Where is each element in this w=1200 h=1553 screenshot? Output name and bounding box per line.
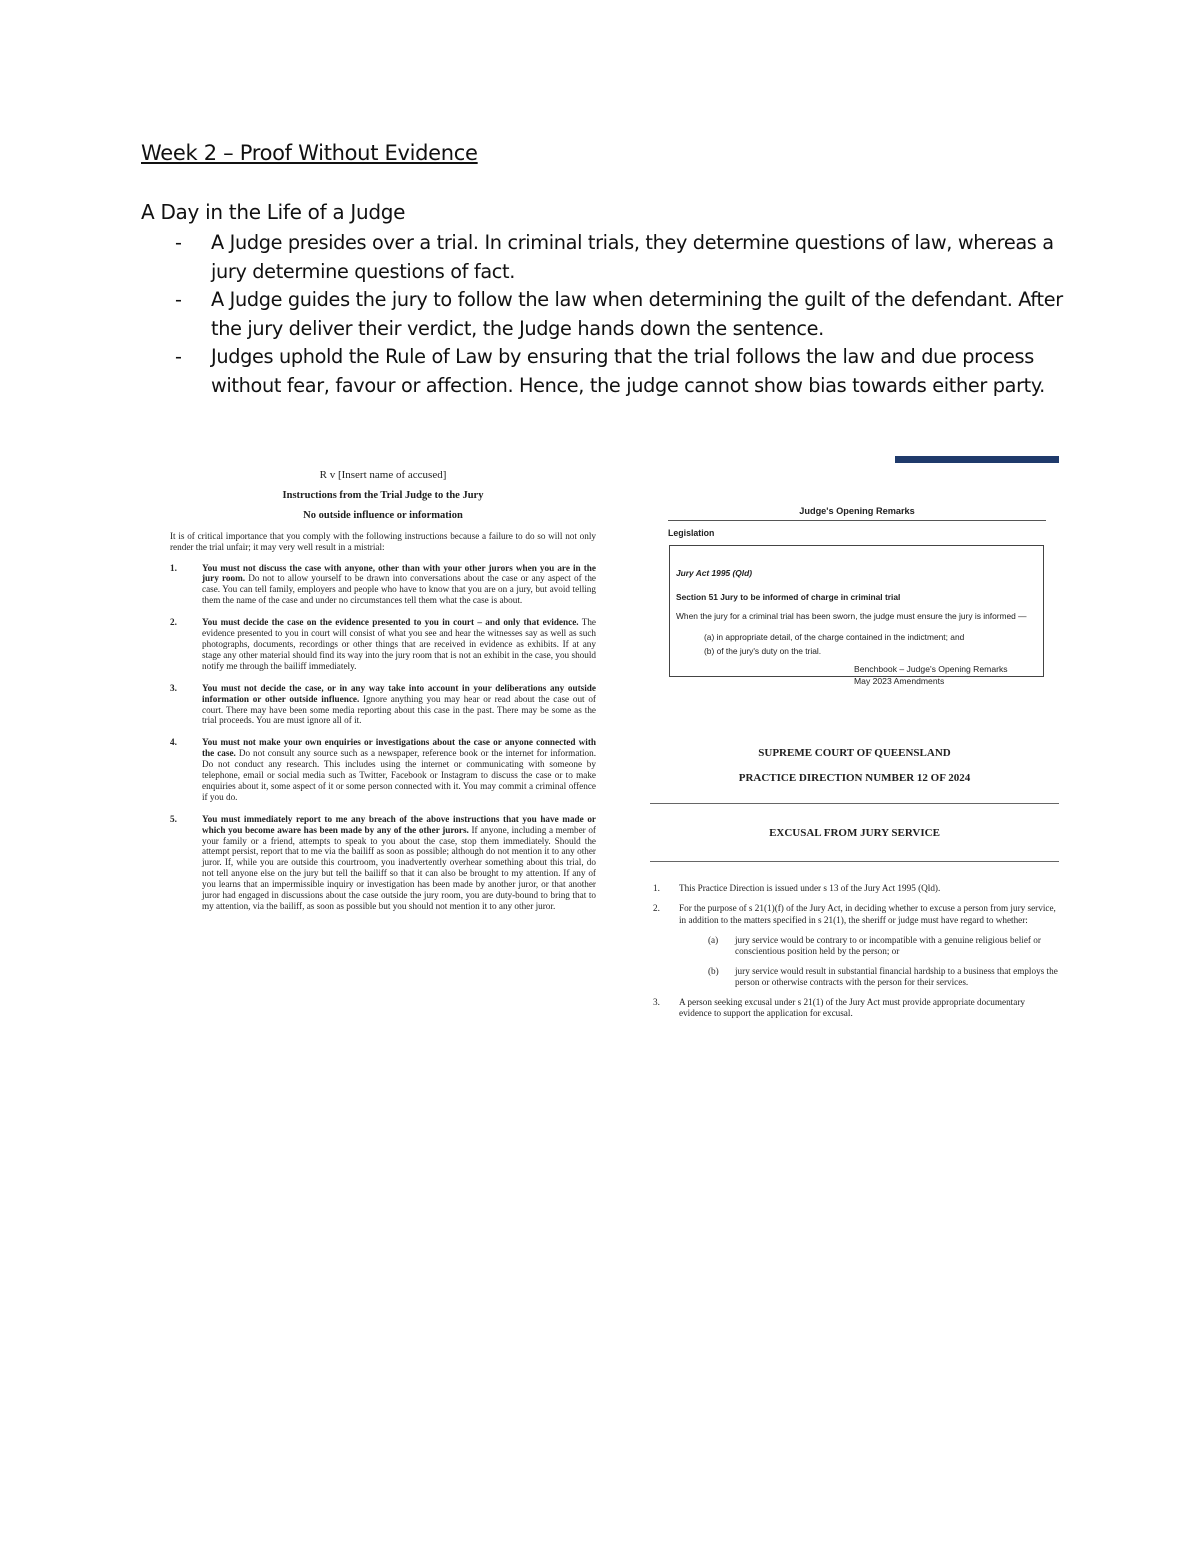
item-text: If anyone, including a member of your family or a friend, attempts to speak to you about the case, stop them immediately. Should the attempt persist, report that to me via the bailiff as soon as possible; although do not mention it to any other juror. If, while you are outside this courtroom, you inadvertently overhear something about this trial, do not tell anyone else on the jury but tell the bailiff so that it can also be brought to my attention. If any of you learns that an impermissible inquiry or investigation has been made by another juror, or that another juror had engaged in discussions about the case outside the jury room, you are duty-bound to bring that to my attention, via the bailiff, as soon as possible but you should not mention it to any other juror. [202, 824, 596, 911]
act-title: Jury Act 1995 (Qld) [676, 568, 753, 578]
section-title: Section 51 Jury to be informed of charge in criminal trial [676, 592, 901, 602]
sub-text: jury service would be contrary to or incompatible with a genuine religious belief or conscientious position held by the person; or [735, 934, 1041, 956]
benchbook-line: Benchbook – Judge's Opening Remarks [854, 664, 1008, 674]
item-number: 2. [170, 617, 177, 628]
item-number: 3. [170, 682, 177, 693]
practice-direction-subject: EXCUSAL FROM JURY SERVICE [769, 827, 940, 839]
item-text: A person seeking excusal under s 21(1) of the Jury Act must provide appropriate documentary evidence to support the application for excusal. [679, 996, 1025, 1019]
section-sub-b: (b) of the jury's duty on the trial. [704, 645, 822, 656]
instruction-item [170, 814, 596, 912]
practice-direction-number: PRACTICE DIRECTION NUMBER 12 OF 2024 [738, 772, 971, 784]
bullet-text: A Judge guides the jury to follow the law when determining the guilt of the defendant. After the jury deliver their verdict, the Judge hands down the sentence. [211, 288, 1063, 340]
divider [650, 803, 1059, 804]
instructions-subheading: No outside influence or information [303, 509, 463, 521]
section-paragraph: When the jury for a criminal trial has been sworn, the judge must ensure the jury is informed — [676, 611, 1027, 621]
item-bold: You must decide the case on the evidence presented to you in court – and only that evidence. [202, 617, 579, 628]
item-text: Do not to allow yourself to be drawn into conversations about the case or any aspect of the case. You can tell family, employers and people who have to know that you are on a jury, but avoid telling them the name of the case and under no circumstances tell them what the case is about. [202, 573, 597, 606]
item-bold: You must not make your own enquiries or investigations about the case or anyone connected with the case. [202, 737, 596, 759]
accent-bar [895, 456, 1059, 463]
page-title: Week 2 – Proof Without Evidence [141, 141, 478, 165]
benchbook-date: May 2023 Amendments [854, 676, 945, 686]
instructions-heading: Instructions from the Trial Judge to the Jury [282, 489, 484, 501]
pd-item [650, 997, 1059, 1020]
pd-item [650, 883, 1059, 894]
item-text: The evidence presented to you in court will consist of what you see and hear the witnesses say as well as such photographs, documents, recordings or other things that are received in evidence as exhibits. If at any stage any other material should find its way into the jury room that is not an exhibit in the case, you should notify me through the bailiff immediately. [202, 617, 596, 671]
opening-remarks-title: Judge's Opening Remarks [799, 506, 915, 516]
pd-sub-item [679, 966, 1059, 988]
divider [650, 861, 1059, 862]
practice-direction-items [650, 883, 1059, 1019]
section-heading: A Day in the Life of a Judge [141, 200, 406, 224]
benchbook-note [854, 663, 1008, 687]
list-item [141, 229, 1071, 286]
bullet-marker: - [175, 231, 182, 254]
item-text: Ignore anything you may hear or read about the case out of court. There may have been some media reporting about this case in the past. There may be some as the trial proceeds. You are must ignore all of it. [202, 693, 596, 726]
item-bold: You must immediately report to me any breach of the above instructions that you have made or which you become aware has been made by any of the other jurors. [202, 813, 596, 835]
sub-label: (b) [708, 965, 719, 976]
item-number: 4. [170, 737, 177, 748]
item-bold: You must not discuss the case with anyone, other than with your other jurors when you are in the jury room. [202, 562, 596, 584]
instructions-intro: It is of critical importance that you comply with the following instructions because a failure to do so will not only render the trial unfair; it may very well result in a mistrial: [170, 530, 596, 552]
bullet-marker: - [175, 288, 182, 311]
item-number: 3. [653, 996, 660, 1007]
item-text: This Practice Direction is issued under s 13 of the Jury Act 1995 (Qld). [679, 883, 941, 893]
case-line: R v [Insert name of accused] [319, 469, 447, 481]
instruction-item [170, 737, 596, 802]
legislation-box [669, 545, 1044, 686]
item-number: 1. [653, 883, 660, 893]
item-text: For the purpose of s 21(1)(f) of the Jury Act, in deciding whether to excuse a person from jury service, in addition to the matters specified in s 21(1), the sheriff or judge must have regard to whether: [679, 903, 1056, 925]
instruction-item [170, 617, 596, 672]
instruction-item [170, 563, 596, 607]
item-bold: You must not decide the case, or in any way take into account in your deliberations any outside information or other outside influence. [202, 682, 596, 704]
opening-remarks-excerpt [668, 506, 1046, 686]
section-sub-a: (a) in appropriate detail, of the charge contained in the indictment; and [704, 631, 965, 642]
sub-label: (a) [708, 934, 719, 945]
divider [668, 520, 1046, 521]
pd-sub-item [679, 935, 1059, 957]
sub-text: jury service would result in substantial financial hardship to a business that employs the person or otherwise contracts with the person for their services. [735, 965, 1058, 987]
practice-direction-excerpt [650, 744, 1059, 1028]
pd-item [650, 903, 1059, 988]
list-item [141, 286, 1071, 343]
court-name: SUPREME COURT OF QUEENSLAND [758, 747, 951, 759]
instruction-item [170, 683, 596, 727]
list-item [141, 343, 1071, 400]
item-number: 1. [170, 562, 177, 573]
legislation-label: Legislation [668, 528, 715, 538]
bullet-marker: - [175, 345, 182, 368]
item-number: 5. [170, 813, 177, 824]
bullet-list [141, 229, 1071, 400]
bullet-text: A Judge presides over a trial. In criminal trials, they determine questions of law, whereas a jury determine questions of fact. [211, 231, 1054, 283]
item-number: 2. [653, 903, 660, 914]
item-text: Do not consult any source such as a newspaper, reference book or the internet for information. Do not conduct any research. This includes using the internet or communicating with someone by telephone, email or social media such as Twitter, Facebook or Instagram to discuss the case or to make enquiries about it, some aspect of it or some person connected with it. You may commit a criminal offence if you do. [202, 748, 596, 802]
jury-instructions-excerpt [170, 470, 596, 923]
bullet-text: Judges uphold the Rule of Law by ensuring that the trial follows the law and due process without fear, favour or affection. Hence, the judge cannot show bias towards either party. [211, 345, 1045, 397]
